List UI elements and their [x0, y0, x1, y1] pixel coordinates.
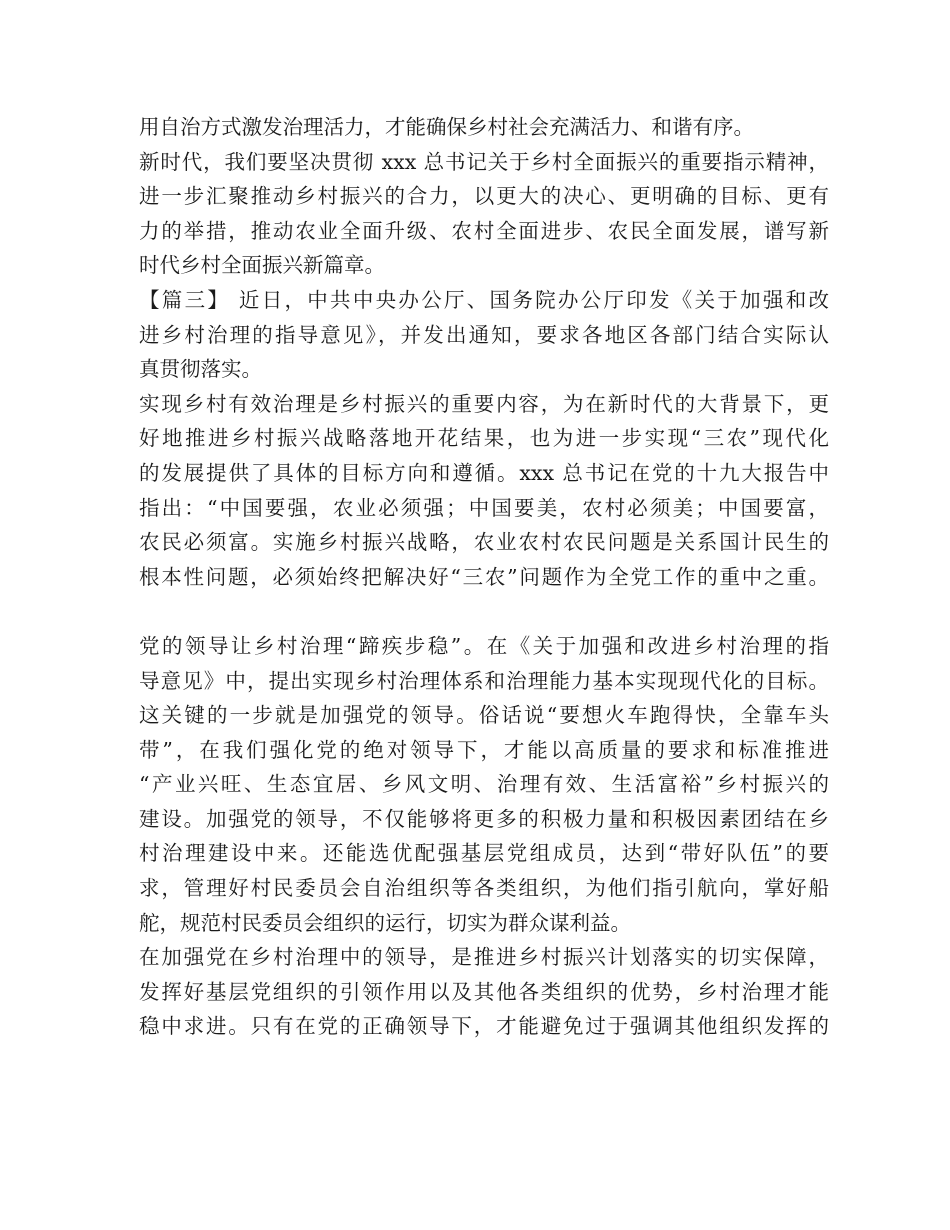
text-line: 实现乡村有效治理是乡村振兴的重要内容，为在新时代的大背景下，更 — [139, 391, 829, 416]
text-line: 时代乡村全面振兴新篇章。 — [139, 253, 385, 278]
text-line: 根本性问题，必须始终把解决好“三农”问题作为全党工作的重中之重。 — [139, 564, 829, 589]
text-line: 进一步汇聚推动乡村振兴的合力，以更大的决心、更明确的目标、更有 — [139, 184, 829, 209]
text-line: 力的举措，推动农业全面升级、农村全面进步、农民全面发展，谱写新 — [139, 218, 829, 243]
text-line: 求，管理好村民委员会自治组织等各类组织，为他们指引航向，掌好船 — [139, 876, 829, 901]
text-line: 建设。加强党的领导，不仅能够将更多的积极力量和积极因素团结在乡 — [139, 806, 829, 831]
text-line: “产业兴旺、生态宜居、乡风文明、治理有效、生活富裕”乡村振兴的 — [139, 772, 829, 797]
text-line: 新时代，我们要坚决贯彻 xxx 总书记关于乡村全面振兴的重要指示精神， — [139, 149, 829, 174]
text-line: 发挥好基层党组织的引领作用以及其他各类组织的优势，乡村治理才能 — [139, 979, 829, 1004]
text-line: 党的领导让乡村治理“蹄疾步稳”。在《关于加强和改进乡村治理的指 — [139, 633, 829, 658]
text-line: 这关键的一步就是加强党的领导。俗话说“要想火车跑得快，全靠车头 — [139, 703, 829, 728]
text-line: 进乡村治理的指导意见》，并发出通知，要求各地区各部门结合实际认 — [139, 322, 829, 347]
text-line: 稳中求进。只有在党的正确领导下，才能避免过于强调其他组织发挥的 — [139, 1014, 829, 1039]
text-line: 村治理建设中来。还能选优配强基层党组成员，达到“带好队伍”的要 — [139, 841, 829, 866]
blank-line — [139, 594, 829, 629]
text-line: 农民必须富。实施乡村振兴战略，农业农村农民问题是关系国计民生的 — [139, 530, 829, 555]
document-body — [139, 110, 829, 1044]
text-line: 指出：“中国要强，农业必须强；中国要美，农村必须美；中国要富， — [139, 495, 829, 520]
text-line: 真贯彻落实。 — [139, 357, 262, 382]
text-line: 在加强党在乡村治理中的领导，是推进乡村振兴计划落实的切实保障， — [139, 945, 829, 970]
text-line: 带”，在我们强化党的绝对领导下，才能以高质量的要求和标准推进 — [139, 737, 829, 762]
text-line: 好地推进乡村振兴战略落地开花结果，也为进一步实现“三农”现代化 — [139, 426, 829, 451]
text-line: 【篇三】 近日，中共中央办公厅、国务院办公厅印发《关于加强和改 — [139, 287, 829, 312]
text-line: 导意见》中，提出实现乡村治理体系和治理能力基本实现现代化的目标。 — [139, 668, 829, 693]
text-line: 舵，规范村民委员会组织的运行，切实为群众谋利益。 — [139, 910, 631, 935]
text-line: 用自治方式激发治理活力，才能确保乡村社会充满活力、和谐有序。 — [139, 115, 754, 139]
text-line: 的发展提供了具体的目标方向和遵循。xxx 总书记在党的十九大报告中 — [139, 460, 829, 485]
